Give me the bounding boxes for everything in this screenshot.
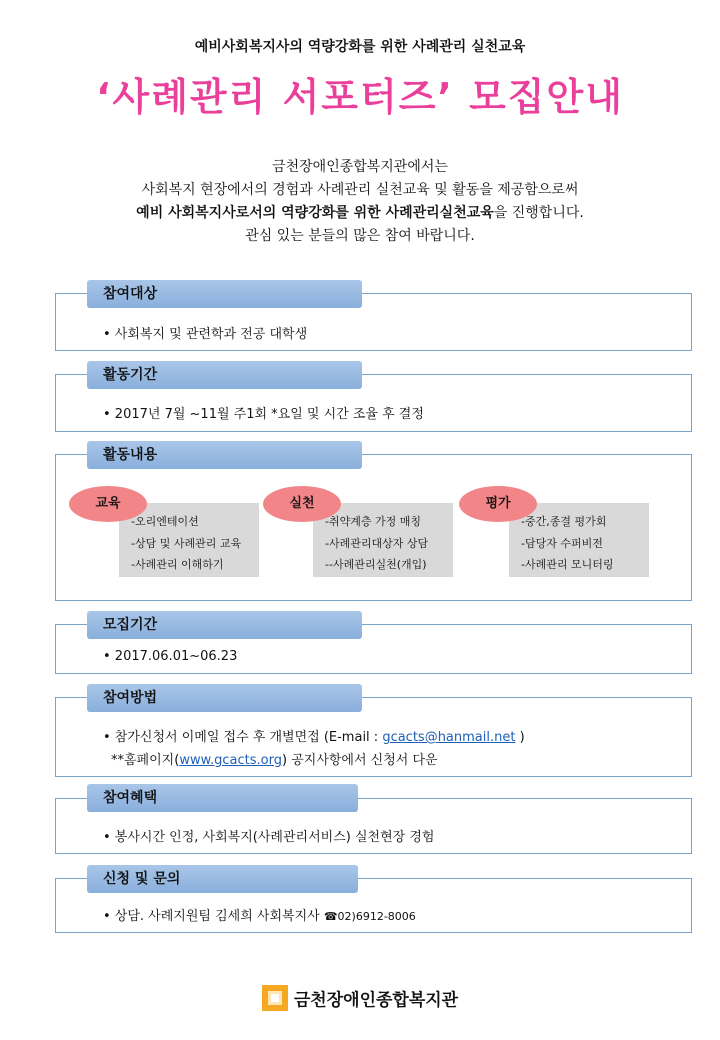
group-line: --사례관리실천(개입) [325,558,427,571]
org-name: 금천장애인종합복지관 [293,990,459,1011]
section-target-title: 참여대상 [87,280,362,308]
section-target-item: • 사회복지 및 관련학과 전공 대학생 [103,327,308,342]
intro-line-4: 관심 있는 분들의 많은 참여 바랍니다. [245,228,475,244]
section-method-title: 참여방법 [87,684,362,712]
group-line: -담당자 수퍼비전 [521,537,603,550]
section-period-item: • 2017년 7월 ~11월 주1회 *요일 및 시간 조율 후 결정 [103,407,424,422]
intro-text [0,156,720,248]
method-text-prefix: • 참가신청서 이메일 접수 후 개별면접 (E-mail : [103,730,383,745]
intro-line-3-rest: 을 진행합니다. [493,205,584,221]
section-method-item-1 [103,726,525,745]
method-text-suffix: ) [515,730,525,745]
section-recruit-title: 모집기간 [87,611,362,639]
intro-line-2: 사회복지 현장에서의 경험과 사례관리 실천교육 및 활동을 제공함으로써 [141,182,579,198]
page-title: ‘사례관리 서포터즈’ 모집안내 [96,75,624,119]
homepage-text-suffix: ) 공지사항에서 신청서 다운 [282,753,438,768]
page-subtitle: 예비사회복지사의 역량강화를 위한 사례관리 실천교육 [194,39,526,55]
contact-text: • 상담. 사례지원팀 김세희 사회복지사 [103,909,320,924]
footer [0,985,720,1011]
group-line: -중간,종결 평가회 [521,515,607,528]
section-recruit-item: • 2017.06.01~06.23 [103,649,238,664]
intro-line-1: 금천장애인종합복지관에서는 [272,159,448,175]
phone-number: ☎02)6912-8006 [323,910,416,923]
group-label-evaluation: 평가 [459,486,537,522]
group-label-practice: 실천 [263,486,341,522]
group-line: -사례관리 모니터링 [521,558,614,571]
intro-line-3 [0,202,720,225]
homepage-text-prefix: **홈페이지( [111,753,180,768]
group-line: -상담 및 사례관리 교육 [131,537,242,550]
group-line: -사례관리대상자 상담 [325,537,429,550]
group-line: -취약계층 가정 매칭 [325,515,421,528]
section-content-title: 활동내용 [87,441,362,469]
group-label-education: 교육 [69,486,147,522]
section-period-title: 활동기간 [87,361,362,389]
section-contact-item [103,905,416,924]
email-link[interactable]: gcacts@hanmail.net [382,730,516,745]
homepage-link[interactable]: www.gcacts.org [179,753,282,768]
org-logo-icon [262,985,288,1011]
group-line: -사례관리 이해하기 [131,558,224,571]
section-benefit-item: • 봉사시간 인정, 사회복지(사례관리서비스) 실천현장 경험 [103,830,435,845]
group-line: -오리엔테이션 [131,515,199,528]
section-method-item-2 [111,749,438,768]
intro-line-3-bold: 예비 사회복지사로서의 역량강화를 위한 사례관리실천교육 [136,205,494,221]
section-benefit-title: 참여혜택 [87,784,358,812]
section-contact-title: 신청 및 문의 [87,865,358,893]
